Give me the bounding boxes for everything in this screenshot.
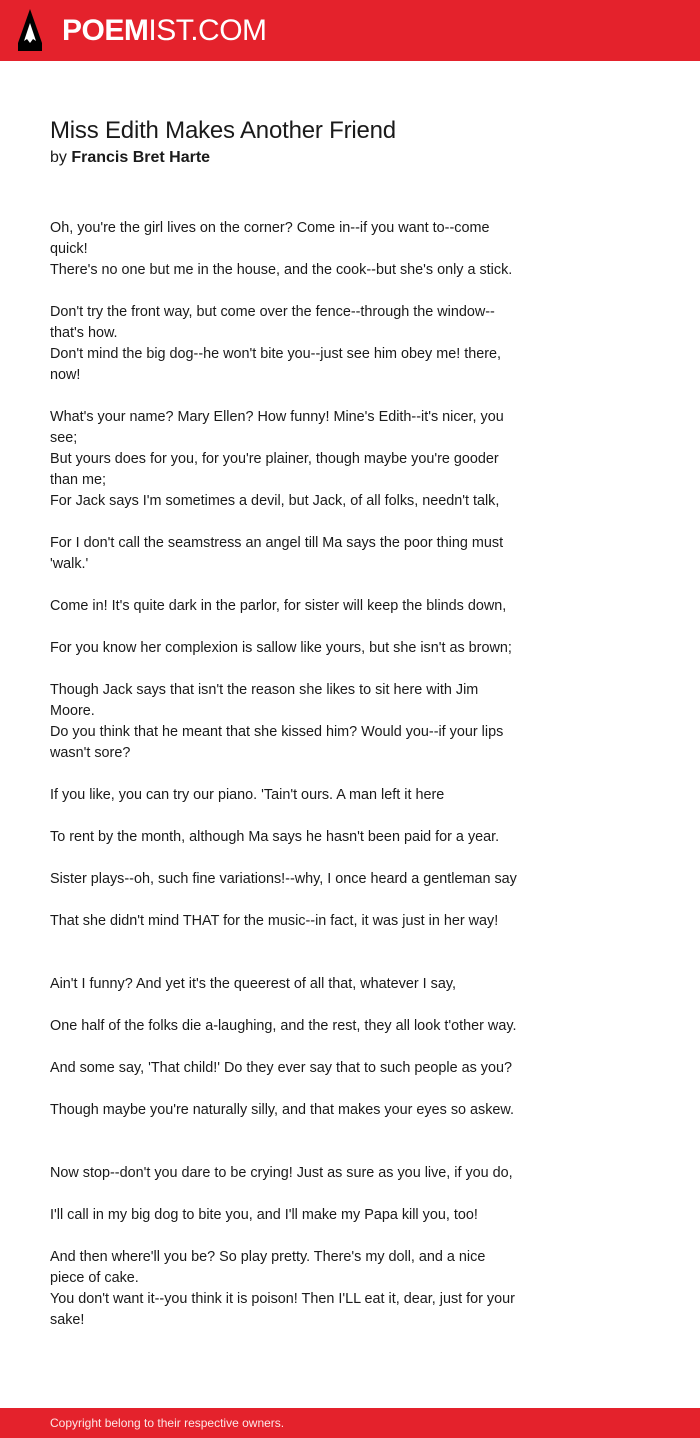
stanza-gap: [50, 386, 520, 407]
stanza-gap: [50, 575, 520, 596]
stanza-gap: [50, 764, 520, 785]
poem-line: Do you think that he meant that she kissed him? Would you--if your lips wasn't sore?: [50, 724, 504, 761]
poem-line: And then where'll you be? So play pretty. There's my doll, and a nice piece of cake.: [50, 1249, 486, 1286]
poem-line: There's no one but me in the house, and the cook--but she's only a stick.: [50, 262, 513, 278]
poem-line: Though maybe you're naturally silly, and that makes your eyes so askew.: [50, 1102, 515, 1118]
poem-author: Francis Bret Harte: [71, 149, 211, 166]
poem-line: Come in! It's quite dark in the parlor, for sister will keep the blinds down,: [50, 598, 507, 614]
stanza-3: [50, 596, 520, 764]
poem-line: If you like, you can try our piano. 'Tain't ours. A man left it here: [50, 787, 445, 803]
poem-line: Sister plays--oh, such fine variations!--why, I once heard a gentleman say: [50, 871, 517, 887]
byline-prefix: by: [50, 149, 67, 166]
poem-line: Don't try the front way, but come over the fence--through the window--that's how.: [50, 304, 495, 341]
stanza-gap: [50, 953, 520, 974]
poem-line: Oh, you're the girl lives on the corner? Come in--if you want to--come quick!: [50, 220, 490, 257]
poem-line: What's your name? Mary Ellen? How funny! Mine's Edith--it's nicer, you see;: [50, 409, 504, 446]
pencil-logo-icon[interactable]: [18, 9, 42, 51]
poem-line: Though Jack says that isn't the reason she likes to sit here with Jim Moore.: [50, 682, 479, 719]
stanza-2: [50, 407, 520, 575]
poem-line: Now stop--don't you dare to be crying! Just as sure as you live, if you do,: [50, 1165, 513, 1181]
poem-byline: [50, 149, 210, 167]
poem-line: That she didn't mind THAT for the music--in fact, it was just in her way!: [50, 913, 499, 929]
brand-bold-text: POEM: [62, 14, 149, 47]
stanza-1: [50, 218, 520, 386]
stanza-gap: [50, 1142, 520, 1163]
poem-line: For I don't call the seamstress an angel till Ma says the poor thing must 'walk.': [50, 535, 504, 572]
poem-line: Don't mind the big dog--he won't bite you--just see him obey me! there, now!: [50, 346, 502, 383]
copyright-notice: Copyright belong to their respective owners.: [50, 1416, 285, 1430]
site-header: [0, 0, 700, 61]
poem-body: [50, 218, 520, 1331]
poem-line: For you know her complexion is sallow like yours, but she isn't as brown;: [50, 640, 512, 656]
poem-line: One half of the folks die a-laughing, and the rest, they all look t'other way.: [50, 1018, 517, 1034]
site-footer: [0, 1408, 700, 1438]
poem-title: Miss Edith Makes Another Friend: [50, 117, 396, 144]
poem-line: I'll call in my big dog to bite you, and I'll make my Papa kill you, too!: [50, 1207, 478, 1223]
brand-light-text: IST.COM: [148, 14, 267, 47]
poem-line: To rent by the month, although Ma says he hasn't been paid for a year.: [50, 829, 500, 845]
site-brand-link[interactable]: [62, 13, 267, 49]
poem-line: Ain't I funny? And yet it's the queerest of all that, whatever I say,: [50, 976, 456, 992]
poem-line: But yours does for you, for you're plainer, though maybe you're gooder than me;: [50, 451, 499, 488]
stanza-4: [50, 785, 520, 953]
poem-line: You don't want it--you think it is poison! Then I'LL eat it, dear, just for your sake!: [50, 1291, 515, 1328]
stanza-6: [50, 1163, 520, 1331]
poem-line: For Jack says I'm sometimes a devil, but Jack, of all folks, needn't talk,: [50, 493, 500, 509]
poem-line: And some say, 'That child!' Do they ever say that to such people as you?: [50, 1060, 512, 1076]
stanza-5: [50, 974, 520, 1142]
